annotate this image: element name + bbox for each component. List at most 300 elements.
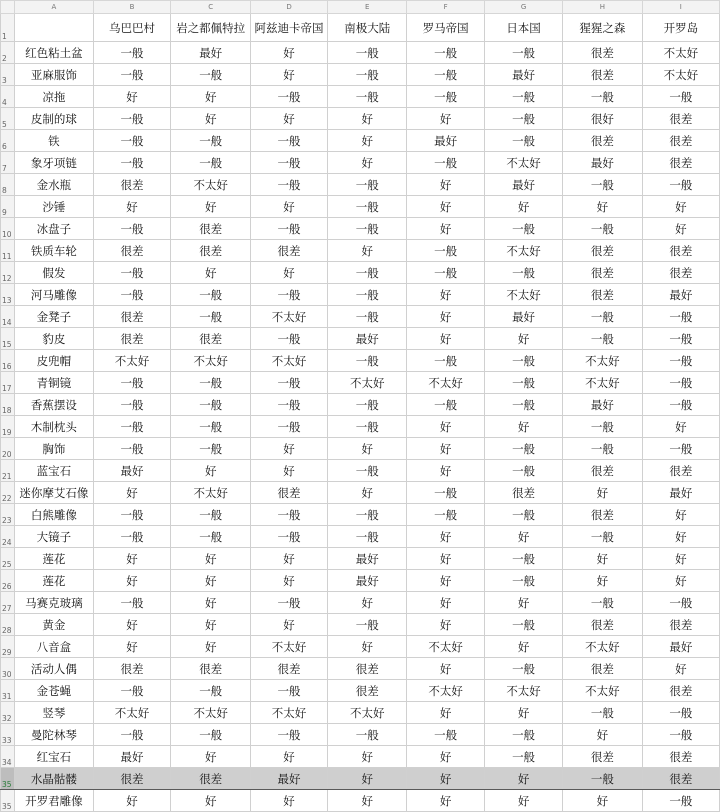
row-number[interactable]: 26 [1,570,15,592]
rating-cell[interactable]: 不太好 [171,482,251,504]
row-number[interactable]: 5 [1,108,15,130]
rating-cell[interactable]: 一般 [171,526,251,548]
rating-cell[interactable]: 一般 [563,768,642,790]
rating-cell[interactable]: 好 [407,526,484,548]
rating-cell[interactable]: 很差 [642,108,719,130]
item-name-cell[interactable]: 象牙项链 [14,152,93,174]
row-number[interactable]: 27 [1,592,15,614]
rating-cell[interactable]: 好 [407,790,484,812]
rating-cell[interactable]: 好 [251,196,328,218]
column-letter-D[interactable]: D [251,1,328,14]
rating-cell[interactable]: 一般 [327,64,406,86]
item-name-cell[interactable]: 竖琴 [14,702,93,724]
rating-cell[interactable]: 一般 [93,416,170,438]
rating-cell[interactable]: 好 [327,108,406,130]
rating-cell[interactable]: 一般 [251,284,328,306]
rating-cell[interactable]: 一般 [407,64,484,86]
rating-cell[interactable]: 好 [407,438,484,460]
rating-cell[interactable]: 一般 [484,504,562,526]
rating-cell[interactable]: 不太好 [642,64,719,86]
rating-cell[interactable]: 一般 [484,724,562,746]
item-name-cell[interactable]: 亚麻服饰 [14,64,93,86]
rating-cell[interactable]: 一般 [563,592,642,614]
rating-cell[interactable]: 好 [93,570,170,592]
rating-cell[interactable]: 好 [251,262,328,284]
rating-cell[interactable]: 好 [327,130,406,152]
rating-cell[interactable]: 好 [642,548,719,570]
item-name-cell[interactable]: 大镜子 [14,526,93,548]
rating-cell[interactable]: 一般 [171,64,251,86]
column-header-7[interactable]: 猩猩之森 [563,14,642,42]
rating-cell[interactable]: 好 [407,768,484,790]
row-number[interactable]: 32 [1,702,15,724]
rating-cell[interactable]: 一般 [93,108,170,130]
rating-cell[interactable]: 好 [171,614,251,636]
item-name-cell[interactable]: 莲花 [14,548,93,570]
rating-cell[interactable]: 不太好 [563,636,642,658]
rating-cell[interactable]: 一般 [407,394,484,416]
rating-cell[interactable]: 不太好 [251,306,328,328]
rating-cell[interactable]: 一般 [93,262,170,284]
rating-cell[interactable]: 一般 [484,42,562,64]
rating-cell[interactable]: 一般 [642,438,719,460]
rating-cell[interactable]: 一般 [93,724,170,746]
rating-cell[interactable]: 不太好 [563,372,642,394]
rating-cell[interactable]: 一般 [327,174,406,196]
rating-cell[interactable]: 好 [171,86,251,108]
rating-cell[interactable]: 不太好 [407,372,484,394]
rating-cell[interactable]: 一般 [93,680,170,702]
rating-cell[interactable]: 一般 [327,460,406,482]
rating-cell[interactable]: 好 [171,108,251,130]
rating-cell[interactable]: 最好 [642,284,719,306]
rating-cell[interactable]: 很差 [642,240,719,262]
column-header-1[interactable]: 乌巴巴村 [93,14,170,42]
rating-cell[interactable]: 一般 [171,284,251,306]
rating-cell[interactable]: 一般 [327,526,406,548]
row-number[interactable]: 23 [1,504,15,526]
rating-cell[interactable]: 好 [642,218,719,240]
rating-cell[interactable]: 最好 [642,482,719,504]
rating-cell[interactable]: 很差 [642,746,719,768]
rating-cell[interactable]: 一般 [327,262,406,284]
rating-cell[interactable]: 不太好 [642,42,719,64]
column-header-3[interactable]: 阿兹迪卡帝国 [251,14,328,42]
rating-cell[interactable]: 很差 [171,658,251,680]
rating-cell[interactable]: 不太好 [327,702,406,724]
rating-cell[interactable]: 好 [563,196,642,218]
item-name-cell[interactable]: 胸饰 [14,438,93,460]
rating-cell[interactable]: 一般 [171,504,251,526]
rating-cell[interactable]: 好 [171,592,251,614]
rating-cell[interactable]: 好 [484,768,562,790]
rating-cell[interactable]: 很差 [251,658,328,680]
rating-cell[interactable]: 好 [563,724,642,746]
rating-cell[interactable]: 一般 [93,526,170,548]
item-name-cell[interactable]: 皮兜帽 [14,350,93,372]
rating-cell[interactable]: 好 [327,438,406,460]
rating-cell[interactable]: 一般 [407,504,484,526]
corner-cell[interactable] [14,14,93,42]
rating-cell[interactable]: 好 [93,548,170,570]
rating-cell[interactable]: 一般 [251,372,328,394]
rating-cell[interactable]: 一般 [407,42,484,64]
rating-cell[interactable]: 很差 [93,328,170,350]
rating-cell[interactable]: 好 [642,416,719,438]
rating-cell[interactable]: 不太好 [93,350,170,372]
rating-cell[interactable]: 一般 [407,86,484,108]
item-name-cell[interactable]: 红色粘土盆 [14,42,93,64]
rating-cell[interactable]: 很差 [327,658,406,680]
rating-cell[interactable]: 一般 [484,614,562,636]
rating-cell[interactable]: 一般 [171,416,251,438]
item-name-cell[interactable]: 黄金 [14,614,93,636]
rating-cell[interactable]: 最好 [484,64,562,86]
rating-cell[interactable]: 不太好 [251,350,328,372]
rating-cell[interactable]: 好 [407,196,484,218]
rating-cell[interactable]: 好 [563,482,642,504]
rating-cell[interactable]: 好 [171,548,251,570]
rating-cell[interactable]: 最好 [484,306,562,328]
rating-cell[interactable]: 一般 [251,504,328,526]
item-name-cell[interactable]: 蓝宝石 [14,460,93,482]
rating-cell[interactable]: 好 [93,482,170,504]
rating-cell[interactable]: 很差 [642,262,719,284]
row-number[interactable]: 3 [1,64,15,86]
rating-cell[interactable]: 一般 [407,482,484,504]
column-letter-F[interactable]: F [407,1,484,14]
rating-cell[interactable]: 一般 [484,130,562,152]
row-number[interactable]: 12 [1,262,15,284]
rating-cell[interactable]: 一般 [563,416,642,438]
rating-cell[interactable]: 不太好 [171,702,251,724]
rating-cell[interactable]: 很差 [642,614,719,636]
rating-cell[interactable]: 好 [484,196,562,218]
rating-cell[interactable]: 好 [642,526,719,548]
rating-cell[interactable]: 一般 [642,174,719,196]
rating-cell[interactable]: 不太好 [251,702,328,724]
rating-cell[interactable]: 最好 [407,130,484,152]
rating-cell[interactable]: 好 [407,658,484,680]
item-name-cell[interactable]: 皮制的球 [14,108,93,130]
rating-cell[interactable]: 很差 [251,482,328,504]
column-letter-G[interactable]: G [484,1,562,14]
rating-cell[interactable]: 好 [642,570,719,592]
item-name-cell[interactable]: 木制枕头 [14,416,93,438]
row-number[interactable]: 29 [1,636,15,658]
rating-cell[interactable]: 一般 [93,592,170,614]
item-name-cell[interactable]: 金苍蝇 [14,680,93,702]
column-letter-H[interactable]: H [563,1,642,14]
rating-cell[interactable]: 好 [407,746,484,768]
rating-cell[interactable]: 一般 [563,174,642,196]
rating-cell[interactable]: 不太好 [407,636,484,658]
rating-cell[interactable]: 好 [484,636,562,658]
rating-cell[interactable]: 很差 [563,504,642,526]
row-number[interactable]: 20 [1,438,15,460]
rating-cell[interactable]: 很差 [93,174,170,196]
rating-cell[interactable]: 一般 [563,218,642,240]
rating-cell[interactable]: 不太好 [327,372,406,394]
item-name-cell[interactable]: 八音盒 [14,636,93,658]
rating-cell[interactable]: 不太好 [407,680,484,702]
rating-cell[interactable]: 好 [251,614,328,636]
row-number[interactable]: 11 [1,240,15,262]
item-name-cell[interactable]: 白熊雕像 [14,504,93,526]
rating-cell[interactable]: 好 [407,548,484,570]
row-number[interactable]: 22 [1,482,15,504]
rating-cell[interactable]: 一般 [93,504,170,526]
row-number[interactable]: 17 [1,372,15,394]
rating-cell[interactable]: 很差 [563,460,642,482]
rating-cell[interactable]: 一般 [327,218,406,240]
rating-cell[interactable]: 不太好 [484,152,562,174]
rating-cell[interactable]: 不太好 [563,350,642,372]
rating-cell[interactable]: 一般 [327,306,406,328]
column-header-5[interactable]: 罗马帝国 [407,14,484,42]
rating-cell[interactable]: 一般 [484,218,562,240]
rating-cell[interactable]: 很差 [563,658,642,680]
rating-cell[interactable]: 一般 [327,196,406,218]
row-number[interactable]: 6 [1,130,15,152]
rating-cell[interactable]: 好 [251,746,328,768]
rating-cell[interactable]: 一般 [642,702,719,724]
row-number[interactable]: 19 [1,416,15,438]
rating-cell[interactable]: 很差 [93,658,170,680]
rating-cell[interactable]: 一般 [407,262,484,284]
rating-cell[interactable]: 一般 [484,438,562,460]
rating-cell[interactable]: 最好 [93,460,170,482]
row-number[interactable]: 9 [1,196,15,218]
item-name-cell[interactable]: 金凳子 [14,306,93,328]
rating-cell[interactable]: 好 [327,768,406,790]
rating-cell[interactable]: 一般 [171,130,251,152]
rating-cell[interactable]: 一般 [484,548,562,570]
item-name-cell[interactable]: 迷你摩艾石像 [14,482,93,504]
rating-cell[interactable]: 一般 [642,394,719,416]
rating-cell[interactable]: 一般 [642,372,719,394]
rating-cell[interactable]: 最好 [563,394,642,416]
rating-cell[interactable]: 一般 [407,350,484,372]
rating-cell[interactable]: 好 [407,614,484,636]
rating-cell[interactable]: 好 [251,790,328,812]
rating-cell[interactable]: 一般 [251,328,328,350]
rating-cell[interactable]: 不太好 [93,702,170,724]
row-number[interactable]: 10 [1,218,15,240]
rating-cell[interactable]: 好 [407,460,484,482]
rating-cell[interactable]: 好 [171,636,251,658]
item-name-cell[interactable]: 莲花 [14,570,93,592]
item-name-cell[interactable]: 香蕉摆设 [14,394,93,416]
item-name-cell[interactable]: 河马雕像 [14,284,93,306]
rating-cell[interactable]: 很差 [93,306,170,328]
rating-cell[interactable]: 很差 [93,240,170,262]
row-number[interactable]: 35 [1,790,15,812]
rating-cell[interactable]: 好 [93,614,170,636]
rating-cell[interactable]: 好 [327,592,406,614]
rating-cell[interactable]: 一般 [171,680,251,702]
rating-cell[interactable]: 好 [93,86,170,108]
rating-cell[interactable]: 好 [563,790,642,812]
rating-cell[interactable]: 好 [642,504,719,526]
column-letter-I[interactable]: I [642,1,719,14]
column-header-6[interactable]: 日本国 [484,14,562,42]
rating-cell[interactable]: 很差 [484,482,562,504]
rating-cell[interactable]: 最好 [327,570,406,592]
column-letter-E[interactable]: E [327,1,406,14]
rating-cell[interactable]: 好 [407,702,484,724]
rating-cell[interactable]: 一般 [93,372,170,394]
rating-cell[interactable]: 很差 [563,284,642,306]
rating-cell[interactable]: 好 [327,482,406,504]
item-name-cell[interactable]: 豹皮 [14,328,93,350]
rating-cell[interactable]: 一般 [484,658,562,680]
rating-cell[interactable]: 一般 [93,130,170,152]
rating-cell[interactable]: 一般 [327,86,406,108]
rating-cell[interactable]: 好 [327,746,406,768]
rating-cell[interactable]: 一般 [251,526,328,548]
rating-cell[interactable]: 一般 [642,790,719,812]
rating-cell[interactable]: 一般 [484,350,562,372]
row-number[interactable]: 1 [1,14,15,42]
rating-cell[interactable]: 一般 [251,130,328,152]
rating-cell[interactable]: 好 [171,196,251,218]
rating-cell[interactable]: 好 [407,284,484,306]
rating-cell[interactable]: 很差 [642,130,719,152]
rating-cell[interactable]: 一般 [251,680,328,702]
rating-cell[interactable]: 好 [251,460,328,482]
row-number[interactable]: 28 [1,614,15,636]
rating-cell[interactable]: 一般 [563,86,642,108]
rating-cell[interactable]: 好 [251,42,328,64]
rating-cell[interactable]: 好 [327,790,406,812]
rating-cell[interactable]: 最好 [484,174,562,196]
rating-cell[interactable]: 很差 [563,262,642,284]
rating-cell[interactable]: 一般 [484,746,562,768]
rating-cell[interactable]: 一般 [93,64,170,86]
row-number[interactable]: 2 [1,42,15,64]
rating-cell[interactable]: 最好 [327,548,406,570]
rating-cell[interactable]: 一般 [251,724,328,746]
item-name-cell[interactable]: 曼陀林琴 [14,724,93,746]
item-name-cell[interactable]: 铁质车轮 [14,240,93,262]
row-number[interactable]: 13 [1,284,15,306]
rating-cell[interactable]: 很好 [563,108,642,130]
row-number[interactable]: 25 [1,548,15,570]
rating-cell[interactable]: 好 [407,570,484,592]
rating-cell[interactable]: 一般 [251,592,328,614]
rating-cell[interactable]: 好 [251,570,328,592]
item-name-cell[interactable]: 冰盘子 [14,218,93,240]
rating-cell[interactable]: 很差 [171,240,251,262]
rating-cell[interactable]: 一般 [484,372,562,394]
row-number[interactable]: 33 [1,724,15,746]
rating-cell[interactable]: 很差 [642,680,719,702]
rating-cell[interactable]: 一般 [327,350,406,372]
item-name-cell[interactable]: 沙锤 [14,196,93,218]
rating-cell[interactable]: 一般 [407,152,484,174]
item-name-cell[interactable]: 凉拖 [14,86,93,108]
rating-cell[interactable]: 一般 [171,724,251,746]
rating-cell[interactable]: 好 [407,592,484,614]
rating-cell[interactable]: 一般 [171,394,251,416]
rating-cell[interactable]: 一般 [484,394,562,416]
row-number[interactable]: 18 [1,394,15,416]
rating-cell[interactable]: 一般 [484,86,562,108]
rating-cell[interactable]: 很差 [93,768,170,790]
item-name-cell[interactable]: 假发 [14,262,93,284]
rating-cell[interactable]: 很差 [251,240,328,262]
rating-cell[interactable]: 一般 [484,570,562,592]
rating-cell[interactable]: 好 [407,328,484,350]
rating-cell[interactable]: 一般 [171,438,251,460]
rating-cell[interactable]: 好 [484,328,562,350]
rating-cell[interactable]: 好 [407,174,484,196]
rating-cell[interactable]: 一般 [327,416,406,438]
rating-cell[interactable]: 好 [484,416,562,438]
rating-cell[interactable]: 一般 [251,416,328,438]
rating-cell[interactable]: 一般 [93,42,170,64]
rating-cell[interactable]: 一般 [484,108,562,130]
rating-cell[interactable]: 一般 [642,592,719,614]
item-name-cell[interactable]: 金水瓶 [14,174,93,196]
rating-cell[interactable]: 一般 [563,306,642,328]
rating-cell[interactable]: 不太好 [251,636,328,658]
rating-cell[interactable]: 一般 [642,724,719,746]
rating-cell[interactable]: 好 [171,262,251,284]
rating-cell[interactable]: 一般 [563,702,642,724]
item-name-cell[interactable]: 活动人偶 [14,658,93,680]
column-letter-B[interactable]: B [93,1,170,14]
row-number[interactable]: 24 [1,526,15,548]
rating-cell[interactable]: 一般 [93,218,170,240]
row-number[interactable]: 4 [1,86,15,108]
rating-cell[interactable]: 好 [251,108,328,130]
row-number[interactable]: 30 [1,658,15,680]
rating-cell[interactable]: 一般 [93,284,170,306]
row-number[interactable]: 7 [1,152,15,174]
rating-cell[interactable]: 一般 [563,438,642,460]
rating-cell[interactable]: 一般 [251,394,328,416]
rating-cell[interactable]: 一般 [484,262,562,284]
item-name-cell[interactable]: 红宝石 [14,746,93,768]
rating-cell[interactable]: 一般 [407,724,484,746]
rating-cell[interactable]: 不太好 [171,174,251,196]
rating-cell[interactable]: 好 [327,240,406,262]
rating-cell[interactable]: 好 [484,790,562,812]
rating-cell[interactable]: 不太好 [484,680,562,702]
rating-cell[interactable]: 一般 [251,174,328,196]
rating-cell[interactable]: 好 [171,746,251,768]
row-number[interactable]: 8 [1,174,15,196]
row-number[interactable]: 21 [1,460,15,482]
rating-cell[interactable]: 不太好 [484,284,562,306]
rating-cell[interactable]: 一般 [171,372,251,394]
rating-cell[interactable]: 很差 [642,768,719,790]
rating-cell[interactable]: 好 [251,548,328,570]
rating-cell[interactable]: 很差 [563,130,642,152]
row-number[interactable]: 14 [1,306,15,328]
row-number[interactable]: 35 [1,768,15,790]
rating-cell[interactable]: 好 [327,152,406,174]
rating-cell[interactable]: 好 [407,218,484,240]
rating-cell[interactable]: 一般 [642,86,719,108]
rating-cell[interactable]: 很差 [563,64,642,86]
rating-cell[interactable]: 不太好 [171,350,251,372]
rating-cell[interactable]: 一般 [251,152,328,174]
rating-cell[interactable]: 一般 [563,526,642,548]
rating-cell[interactable]: 很差 [171,328,251,350]
